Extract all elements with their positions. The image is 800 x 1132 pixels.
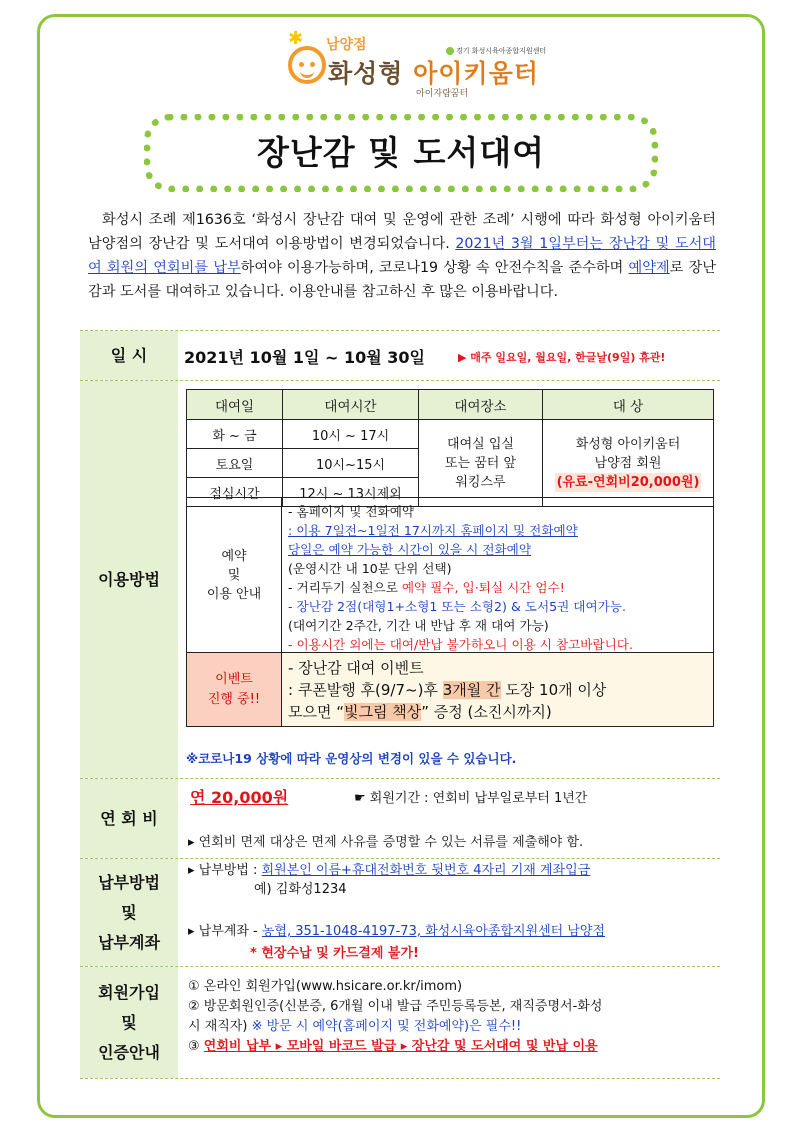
schedule-table xyxy=(186,389,714,507)
membership-period: ☛ 회원기간 : 연회비 납부일로부터 1년간 xyxy=(354,791,588,806)
logo-name: 화성형 아이키움터 xyxy=(328,59,539,88)
table-cell: 12시 ~ 13시제외 xyxy=(283,478,419,507)
event-text: - 장난감 대여 이벤트 : 쿠폰발행 후(9/7~)후 3개월 간 도장 10개 이상 모으면 “빛그림 책상” 증정 (소진시까지) xyxy=(282,653,714,727)
payment-label: 납부방법 및 납부계좌 xyxy=(80,859,178,966)
reservation-label: 예약 및 이용 안내 xyxy=(186,497,282,653)
step-1: ① 온라인 회원가입(www.hsicare.or.kr/imom) xyxy=(188,979,463,994)
period-date: 2021년 10월 1일 ~ 10월 30일 xyxy=(184,348,425,367)
target-fee: (유료-연회비20,000원) xyxy=(556,474,700,490)
fee-notice-link: 2021년 3월 1일부터는 장난감 및 도서대여 회원의 연회비를 납부 xyxy=(88,236,716,276)
reservation-word: 예약제 xyxy=(628,260,670,276)
reservation-text: - 홈페이지 및 전화예약 : 이용 7일전~1일전 17시까지 홈페이지 및 전화예약 당일은 예약 가능한 시간이 있을 시 전화예약 (운영시간 내 10분 단위 선택) - 거리두기 실천으로 예약 필수, 입·퇴실 시간 엄수! - 장난감 2점(대형1+소형1 또는 소형2) & 도서5권 대여가능. (대여기간 2주간, 기간 내 반납 후 재 대여 가능) - 이용시간 외에는 대여/반납 불가하오니 이용 시 참고바랍니다. xyxy=(282,497,714,653)
event-badge: 이벤트 진행 중!! xyxy=(186,653,282,727)
org-logo: 경기 화성시육아종합지원센터 xyxy=(446,46,546,56)
covid-note: ※코로나19 상황에 따라 운영상의 변경이 있을 수 있습니다. xyxy=(186,751,517,766)
col-header: 대여시간 xyxy=(283,390,419,420)
logo-sub: 아이자람꿈터 xyxy=(416,89,469,99)
step-2b: 시 재직자) ※ 방문 시 예약(홈페이지 및 전화예약)은 필수!! xyxy=(188,1019,522,1034)
table-cell: 점심시간 xyxy=(187,478,283,507)
logo xyxy=(288,28,539,104)
fee-label: 연 회 비 xyxy=(80,779,178,858)
star-icon: ✱ xyxy=(288,28,304,49)
col-header: 대여장소 xyxy=(419,390,543,420)
title-box xyxy=(144,114,658,192)
usage-label: 이용방법 xyxy=(80,381,178,778)
payment-account: ▸ 납부계좌 - 농협, 351-1048-4197-73, 화성시육아종합지원센터 남양점 * 현장수납 및 카드결제 불가! xyxy=(188,924,606,961)
membership-steps xyxy=(188,977,714,1057)
payment-method: ▸ 납부방법 : 회원본인 이름+휴대전화번호 뒷번호 4자리 기재 계좌입금 예) 김화성1234 xyxy=(188,863,591,897)
fee-row xyxy=(80,779,720,859)
intro-paragraph: 화성시 조례 제1636호 ‘화성시 장난감 대여 및 운영에 관한 조례’ 시행에 따라 화성형 아이키움터 남양점의 장난감 및 도서대여 이용방법이 변경되었습니다. 2021년 3월 1일부터는 장난감 및 도서대여 회원의 연회비를 납부하여야 이용가능하며, 코로나19 상황 속 안전수칙을 준수하며 예약제로 장난감과 도서를 대여하고 있습니다. 이용안내를 참고하신 후 많은 이용바랍니다. xyxy=(88,212,716,300)
step-3: ③ 연회비 납부 ▸ 모바일 바코드 발급 ▸ 장난감 및 도서대여 및 반납 이용 xyxy=(188,1039,598,1054)
usage-row xyxy=(80,381,720,779)
col-header: 대여일 xyxy=(187,390,283,420)
table-cell: 토요일 xyxy=(187,449,283,478)
table-cell: 10시 ~ 17시 xyxy=(283,420,419,449)
table-cell: 화 ~ 금 xyxy=(187,420,283,449)
page-title: 장난감 및 도서대여 xyxy=(256,133,545,172)
logo-branch: 남양점 xyxy=(326,37,367,53)
table-cell: 10시~15시 xyxy=(283,449,419,478)
col-header: 대 상 xyxy=(543,390,714,420)
org-icon xyxy=(446,47,454,55)
fee-exemption: ▸ 연회비 면제 대상은 면제 사유를 증명할 수 있는 서류를 제출해야 함. xyxy=(188,835,584,850)
date-row xyxy=(80,331,720,381)
closed-days-note: ▶ 매주 일요일, 월요일, 한글날(9일) 휴관! xyxy=(458,351,666,364)
target-cell: 화성형 아이키움터 남양점 회원 (유료-연회비20,000원) xyxy=(543,420,714,507)
place-cell: 대여실 입실 또는 꿈터 앞 워킹스루 xyxy=(419,420,543,507)
date-label: 일 시 xyxy=(80,331,178,380)
smile-face-icon xyxy=(288,46,326,84)
step-2: ② 방문회원인증(신분증, 6개월 이내 발급 주민등록등본, 재직증명서-화성 xyxy=(188,999,603,1014)
info-table xyxy=(80,330,720,1078)
payment-row xyxy=(80,859,720,967)
membership-label: 회원가입 및 인증안내 xyxy=(80,967,178,1078)
fee-amount: 연 20,000원 xyxy=(190,788,289,807)
membership-row xyxy=(80,967,720,1079)
